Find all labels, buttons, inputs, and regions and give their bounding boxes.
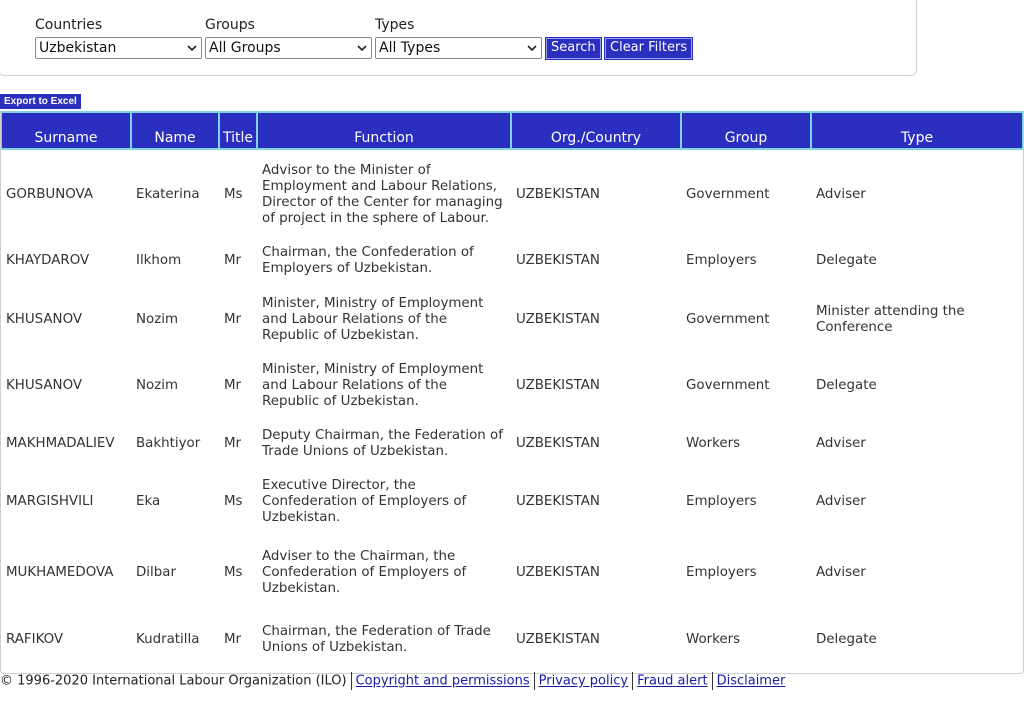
cell-function: Chairman, the Federation of Trade Unions of Uzbekistan. xyxy=(257,615,511,665)
cell-name: Bakhtiyor xyxy=(136,435,201,451)
footer-separator xyxy=(534,672,535,690)
table-row xyxy=(1,530,1023,615)
cell-surname: KHAYDAROV xyxy=(1,240,131,282)
cell-org-country: UZBEKISTAN xyxy=(511,240,681,282)
cell-title: Mr xyxy=(219,357,257,414)
column-header-name[interactable]: Name xyxy=(131,111,219,150)
cell-surname: RAFIKOV xyxy=(1,615,131,665)
cell-group: Government xyxy=(681,357,811,414)
search-button[interactable]: Search xyxy=(546,38,601,59)
cell-org-country: UZBEKISTAN xyxy=(511,473,681,530)
cell-org-country: UZBEKISTAN xyxy=(516,187,600,202)
copyright-permissions-link[interactable]: Copyright and permissions xyxy=(355,673,530,689)
cell-group: Employers xyxy=(681,240,811,282)
table-row xyxy=(1,357,1023,414)
cell-surname: GORBUNOVA xyxy=(6,187,93,202)
cell-surname: MARGISHVILI xyxy=(1,473,131,530)
column-header-function[interactable]: Function xyxy=(257,111,511,150)
cell-name: Kudratilla xyxy=(131,615,219,665)
groups-select-value: All Groups xyxy=(209,40,281,56)
countries-label: Countries xyxy=(35,17,103,33)
cell-type: Adviser xyxy=(816,435,866,451)
footer-separator xyxy=(351,672,352,690)
column-header-group[interactable]: Group xyxy=(681,111,811,150)
cell-title: Mr xyxy=(224,435,242,451)
countries-filter xyxy=(35,16,202,59)
copyright-text: © 1996-2020 International Labour Organization (ILO) xyxy=(0,673,347,689)
cell-function: Minister, Ministry of Employment and Labour Relations of the Republic of Uzbekistan. xyxy=(257,357,511,414)
chevron-down-icon xyxy=(187,42,197,54)
cell-group: Workers xyxy=(681,615,811,665)
participants-table xyxy=(1,111,1023,665)
cell-function: Chairman, the Confederation of Employers of Uzbekistan. xyxy=(257,240,511,282)
table-row xyxy=(1,150,1023,240)
cell-surname: MUKHAMEDOVA xyxy=(6,564,114,580)
cell-group: Employers xyxy=(681,473,811,530)
footer-separator xyxy=(632,672,633,690)
cell-org-country: UZBEKISTAN xyxy=(511,357,681,414)
types-filter xyxy=(375,16,542,59)
cell-title: Mr xyxy=(219,240,257,282)
cell-name: Nozim xyxy=(136,311,179,327)
cell-org-country: UZBEKISTAN xyxy=(516,435,600,451)
cell-surname: MAKHMADALIEV xyxy=(6,435,115,451)
countries-select-value: Uzbekistan xyxy=(39,40,117,56)
cell-group: Government xyxy=(686,187,770,202)
cell-function: Minister, Ministry of Employment and Labour Relations of the Republic of Uzbekistan. xyxy=(262,295,484,343)
participants-table-container xyxy=(0,111,1024,674)
cell-surname: KHUSANOV xyxy=(6,311,83,327)
disclaimer-link[interactable]: Disclaimer xyxy=(716,673,786,689)
cell-name: Eka xyxy=(131,473,219,530)
cell-type: Adviser xyxy=(816,564,866,580)
countries-select[interactable] xyxy=(35,37,202,59)
column-header-type[interactable]: Type xyxy=(811,111,1023,150)
cell-group: Government xyxy=(686,311,770,327)
cell-function: Executive Director, the Confederation of Employers of Uzbekistan. xyxy=(257,473,511,530)
chevron-down-icon xyxy=(527,42,537,54)
cell-org-country: UZBEKISTAN xyxy=(516,564,600,580)
column-header-org-country[interactable]: Org./Country xyxy=(511,111,681,150)
clear-filters-button[interactable]: Clear Filters xyxy=(605,38,692,59)
cell-type: Delegate xyxy=(811,615,1023,665)
table-header-row xyxy=(1,111,1023,150)
cell-function: Advisor to the Minister of Employment and Labour Relations, Director of the Center for managing of project in the sphere of Labour. xyxy=(262,163,503,226)
cell-title: Ms xyxy=(219,473,257,530)
cell-title: Mr xyxy=(224,311,242,327)
cell-type: Delegate xyxy=(811,240,1023,282)
table-row xyxy=(1,414,1023,473)
cell-title: Ms xyxy=(224,564,243,580)
cell-function: Adviser to the Chairman, the Confederation of Employers of Uzbekistan. xyxy=(262,548,467,596)
cell-name: Ilkhom xyxy=(131,240,219,282)
cell-function: Deputy Chairman, the Federation of Trade Unions of Uzbekistan. xyxy=(262,427,503,459)
table-row xyxy=(1,473,1023,530)
cell-type: Delegate xyxy=(811,357,1023,414)
cell-title: Ms xyxy=(224,187,243,202)
types-select[interactable] xyxy=(375,37,542,59)
cell-name: Nozim xyxy=(131,357,219,414)
cell-type: Adviser xyxy=(816,187,866,202)
table-row xyxy=(1,240,1023,282)
cell-name: Dilbar xyxy=(136,564,176,580)
table-row xyxy=(1,615,1023,665)
cell-surname: KHUSANOV xyxy=(1,357,131,414)
footer-separator xyxy=(712,672,713,690)
types-label: Types xyxy=(375,17,415,33)
table-row xyxy=(1,282,1023,357)
privacy-policy-link[interactable]: Privacy policy xyxy=(538,673,629,689)
cell-type: Minister attending the Conference xyxy=(816,303,965,335)
groups-label: Groups xyxy=(205,17,255,33)
types-select-value: All Types xyxy=(379,40,441,56)
column-header-surname[interactable]: Surname xyxy=(1,111,131,150)
cell-title: Mr xyxy=(219,615,257,665)
cell-org-country: UZBEKISTAN xyxy=(516,311,600,327)
fraud-alert-link[interactable]: Fraud alert xyxy=(637,673,708,689)
groups-filter xyxy=(205,16,372,59)
chevron-down-icon xyxy=(357,42,367,54)
cell-org-country: UZBEKISTAN xyxy=(511,615,681,665)
column-header-title[interactable]: Title xyxy=(219,111,257,150)
cell-name: Ekaterina xyxy=(136,187,200,202)
cell-group: Workers xyxy=(686,435,741,451)
cell-group: Employers xyxy=(686,564,757,580)
footer xyxy=(0,672,785,690)
cell-type: Adviser xyxy=(811,473,1023,530)
groups-select[interactable] xyxy=(205,37,372,59)
export-to-excel-button[interactable]: Export to Excel xyxy=(0,94,81,109)
